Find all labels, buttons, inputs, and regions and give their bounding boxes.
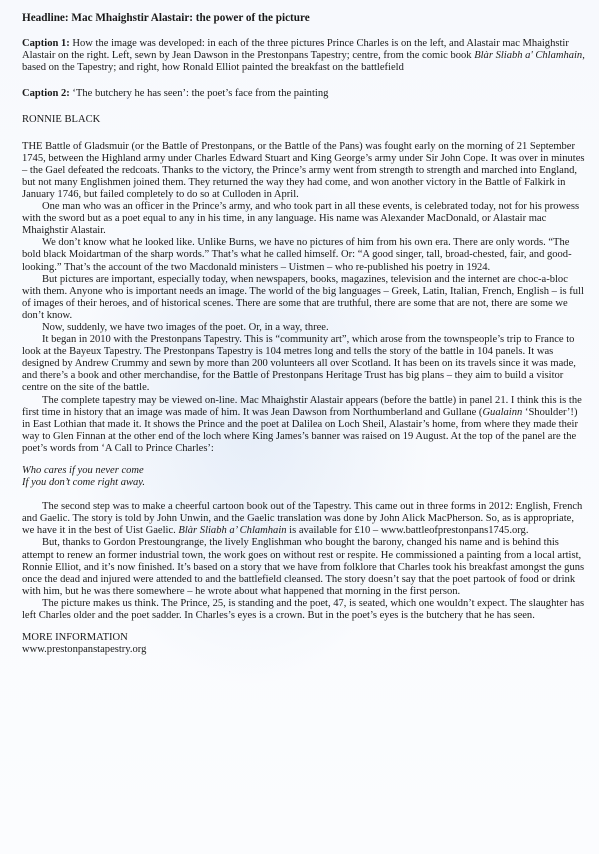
caption-1-label: Caption 1: bbox=[22, 38, 70, 50]
more-information-label: MORE INFORMATION bbox=[22, 632, 128, 644]
paragraph-8-italic: Blàr Sliabh a’ Chlamhain bbox=[178, 525, 287, 537]
poem-line-2: If you don’t come right away. bbox=[22, 477, 146, 489]
more-information-url: www.prestonpanstapestry.org bbox=[22, 644, 147, 656]
caption-2-text: ‘The butchery he has seen’: the poet’s face from the painting bbox=[69, 88, 329, 100]
paragraph-1: THE Battle of Gladsmuir (or the Battle of Prestonpans, or the Battle of the Pans) was fought early on the morning of 21 September 1745, between the Highland army under Charles Edward Stuart and King George’s army under Sir John Cope. It was over in minutes – the Gael defeated the redcoats. Thanks to the victory, the Prince’s army went from strength to strength and marched into England, but not many Englishmen joined them. They returned the way they had come, and won another victory in the Battle of Falkirk in January 1746, but failed completely to do so at Culloden in April. bbox=[22, 140, 585, 200]
paragraph-6: It began in 2010 with the Prestonpans Tapestry. This is “community art”, which arose from the townspeople’s trip to France to look at the Bayeux Tapestry. The Prestonpans Tapestry is 104 metres long and tells the story of the battle in 104 panels. It was designed by Andrew Crummy and sewn by more than 200 volunteers all over Scotland. It has been on its travels since it was made, and there’s a book and other merchandise, for the Battle of Prestonpans Heritage Trust has big plans – they aim to build a visitor centre on the site of the battle. bbox=[22, 334, 576, 394]
caption-1-text-a: How the image was developed: in each of the three pictures Prince Charles is on the left, and Alastair mac Mhaighstir Alastair on the right. Left, sewn by Jean Dawson in the Prestonpans Tapestry; centre, from the comic book bbox=[22, 38, 569, 62]
caption-1 bbox=[22, 38, 585, 74]
paragraph-3: We don’t know what he looked like. Unlike Burns, we have no pictures of him from his own era. There are only words. “The bold black Moidartman of the sharp words.” That’s what he called himself. Or: “A good singer, tall, broad-chested, fair, and good-looking.” That’s the account of the two Macdonald ministers – Uistmen – who re-published his poetry in 1924. bbox=[22, 237, 572, 273]
paragraph-5: Now, suddenly, we have two images of the poet. Or, in a way, three. bbox=[42, 321, 329, 333]
paragraph-2: One man who was an officer in the Prince’s army, and who took part in all these events, is celebrated today, not for his prowess with the sword but as a poet equal to any in his time, in any language. His name was Alexander MacDonald, or Alastair mac Mhaighstir Alastair. bbox=[22, 201, 580, 237]
caption-1-text-b: , based on the Tapestry; and right, how Ronald Elliot painted the breakfast on the battlefield bbox=[22, 50, 585, 74]
paragraph-8-b: is available for £10 – www.battleofprestonpans1745.org. bbox=[286, 525, 529, 537]
poem-quote bbox=[22, 465, 585, 489]
caption-2-label: Caption 2: bbox=[22, 88, 70, 100]
paragraph-7-b: ‘Shoulder’!) in East Lothian that made it. It shows the Prince and the poet at Dalilea on Loch Sheil, Alastair’s home, from where they made their way to Glen Finnan at the other end of the loch where King James’s banner was raised on 19 August. At the top of the panel are the poet’s words from ‘A Call to Prince Charles’: bbox=[22, 406, 579, 454]
headline: Headline: Mac Mhaighstir Alastair: the power of the picture bbox=[22, 12, 310, 24]
paragraph-10: The picture makes us think. The Prince, 25, is standing and the poet, 47, is seated, which one wouldn’t expect. The slaughter has left Charles older and the poet sadder. In Charles’s eyes is a crown. But in the poet’s eyes is the butchery that he has seen. bbox=[22, 597, 585, 622]
poem-line-1: Who cares if you never come bbox=[22, 465, 144, 476]
caption-1-italic: Blàr Sliabh a' Chlamhain bbox=[474, 50, 583, 62]
paragraph-4: But pictures are important, especially today, when newspapers, books, magazines, television and the internet are choc-a-bloc with them. Anyone who is important needs an image. The world of the big languages – Greek, Latin, Italian, French, English – is full of images of their heroes, and of historical scenes. There are some that are truthful, there are some that are not, there are some we don’t know. bbox=[22, 273, 584, 321]
paragraph-7 bbox=[22, 395, 585, 455]
paragraph-7-italic: Gualainn bbox=[482, 406, 523, 418]
caption-2 bbox=[22, 88, 585, 100]
byline: RONNIE BLACK bbox=[22, 114, 101, 126]
paragraph-7-a: The complete tapestry may be viewed on-line. Mac Mhaighstir Alastair appears (before the battle) in panel 21. I think this is the first time in history that an image was made of him. It was Jean Dawson from Northumberland and Gullane ( bbox=[22, 394, 582, 418]
paragraph-8-a: The second step was to make a cheerful cartoon book out of the Tapestry. This came out in three forms in 2012: English, French and Gaelic. The story is told by John Unwin, and the Gaelic translation was done by John Alick MacPherson. So, as is appropriate, we have it in the best of Uist Gaelic. bbox=[22, 501, 583, 537]
more-information bbox=[22, 632, 585, 656]
paragraph-8 bbox=[22, 501, 585, 537]
paragraph-9: But, thanks to Gordon Prestoungrange, the lively Englishman who bought the barony, changed his name and is behind this attempt to renew an former industrial town, the work goes on without rest or respite. He commissioned a painting from a local artist, Ronnie Elliot, and it’s now finished. It’s based on a story that we have from folklore that Charles took his breakfast amongst the guns once the dead and injured were attended to and the battlefield cleansed. The story doesn’t say that the poet partook of food or drink with him, but he was there somewhere – he wrote about what happened that morning in the first person. bbox=[22, 537, 585, 597]
